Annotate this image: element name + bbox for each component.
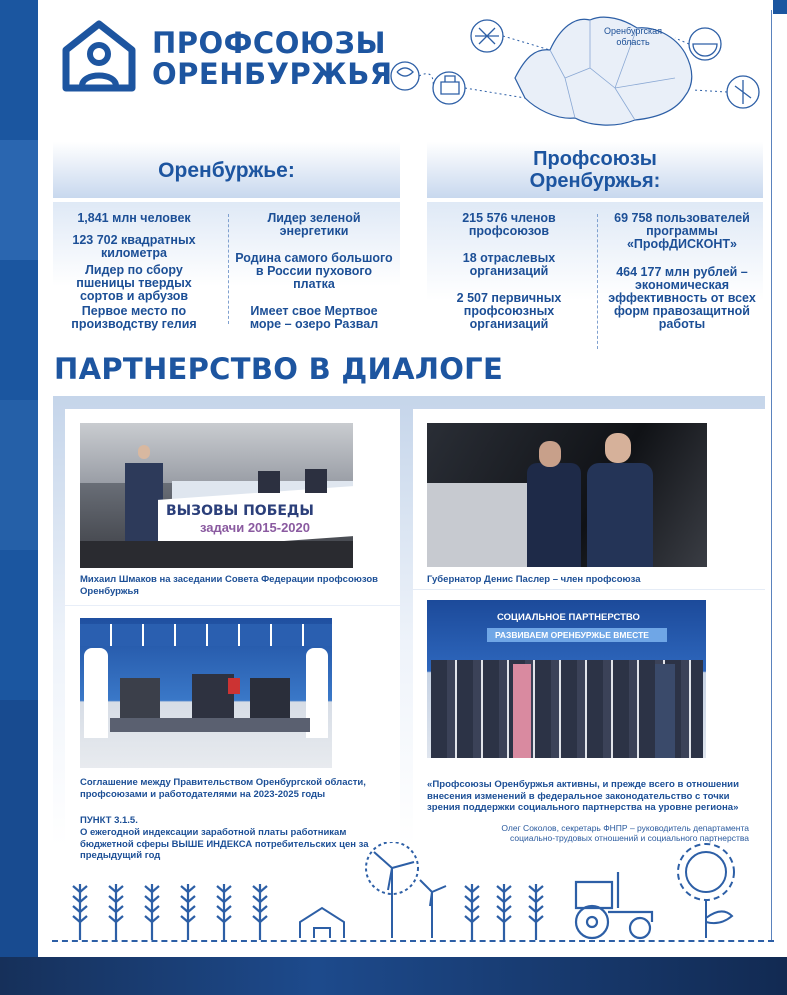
region-map-graphic	[375, 8, 775, 136]
logo-line1: ПРОФСОЮЗЫ	[152, 26, 387, 60]
bottom-illustrations	[52, 842, 774, 940]
union-title	[427, 142, 763, 198]
quote-text: «Профсоюзы Оренбуржья активны, и прежде всего в отношении внесения изменений в федеральное законодательство с точки зрения поддержки социального партнерства на уровне региона»	[427, 779, 739, 813]
section-title: ПАРТНЕРСТВО В ДИАЛОГЕ	[54, 352, 504, 386]
oren-stat-5: Лидер зеленой энергетики	[267, 211, 361, 238]
map-label: Оренбургская область	[604, 26, 662, 47]
photo1-caption: Михаил Шмаков на заседании Совета Федерации профсоюзов Оренбуржья	[80, 574, 379, 597]
oren-stat-3: Лидер по сбору пшеницы твердых сортов и арбузов	[76, 263, 192, 303]
corner-tab	[773, 0, 787, 14]
left-sidebar	[0, 0, 38, 995]
photo2-caption: Губернатор Денис Паслер – член профсоюза	[427, 574, 641, 585]
tractor-icon	[576, 872, 652, 938]
logo-text	[152, 28, 393, 90]
union-stats	[427, 202, 763, 354]
photo-governor	[427, 423, 707, 567]
photo-council-meeting	[80, 423, 353, 568]
union-stat-2: 18 отраслевых организаций	[462, 251, 556, 278]
wind-turbine-icon	[366, 842, 446, 938]
oren-stat-7: Имеет свое Мертвое море – озеро Развал	[249, 304, 379, 331]
sunflower-icon	[678, 844, 734, 938]
wheat-icons	[73, 884, 543, 940]
union-stat-4: 69 758 пользователей программы «ПрофДИСКОНТ»	[614, 211, 750, 251]
quote-author-line2: социально-трудовых отношений и социального партнерства	[510, 833, 749, 843]
union-title-line1: Профсоюзы	[533, 148, 657, 170]
quote-author-line1: Олег Соколов, секретарь ФНПР – руководитель департамента	[501, 823, 749, 833]
bottom-dashed-line	[52, 940, 774, 942]
union-stat-3: 2 507 первичных профсоюзных организаций	[456, 291, 562, 331]
logo-line2: ОРЕНБУРЖЬЯ	[152, 57, 393, 91]
house-icon	[300, 908, 344, 938]
union-logo-icon	[62, 20, 136, 92]
oren-stats	[53, 202, 400, 332]
point-title: ПУНКТ 3.1.5.	[80, 815, 138, 826]
photo-social-partnership	[427, 600, 706, 758]
oren-stat-4: Первое место по производству гелия	[71, 304, 197, 331]
bottom-bar	[0, 957, 787, 995]
photo-agreement-signing	[80, 618, 332, 768]
photo4-banner-line1: СОЦИАЛЬНОЕ ПАРТНЕРСТВО	[497, 612, 640, 623]
photo3-caption: Соглашение между Правительством Оренбургской области, профсоюзами и работодателями на 2023-2025 годы	[80, 777, 366, 800]
oren-stat-6: Родина самого большого в России пухового платка	[235, 251, 393, 291]
union-title-line2: Оренбуржья:	[529, 170, 661, 192]
oren-stat-2: 123 702 квадратных километра	[72, 233, 196, 260]
photo1-banner-line1: ВЫЗОВЫ ПОБЕДЫ	[166, 503, 314, 519]
oren-title: Оренбуржье:	[53, 142, 400, 198]
union-stat-1: 215 576 членов профсоюзов	[462, 211, 556, 238]
photo1-banner-line2: задачи 2015-2020	[200, 520, 310, 535]
union-stat-5: 464 177 млн рублей – экономическая эффективность от всех форм правозащитной работы	[608, 265, 756, 331]
oren-stat-1: 1,841 млн человек	[77, 211, 191, 225]
point-text: О ежегодной индексации заработной платы работникам бюджетной сферы ВЫШЕ ИНДЕКСА потребительских цен за предыдущий год	[80, 827, 369, 861]
photo4-banner-line2: РАЗВИВАЕМ ОРЕНБУРЖЬЕ ВМЕСТЕ	[495, 630, 649, 640]
